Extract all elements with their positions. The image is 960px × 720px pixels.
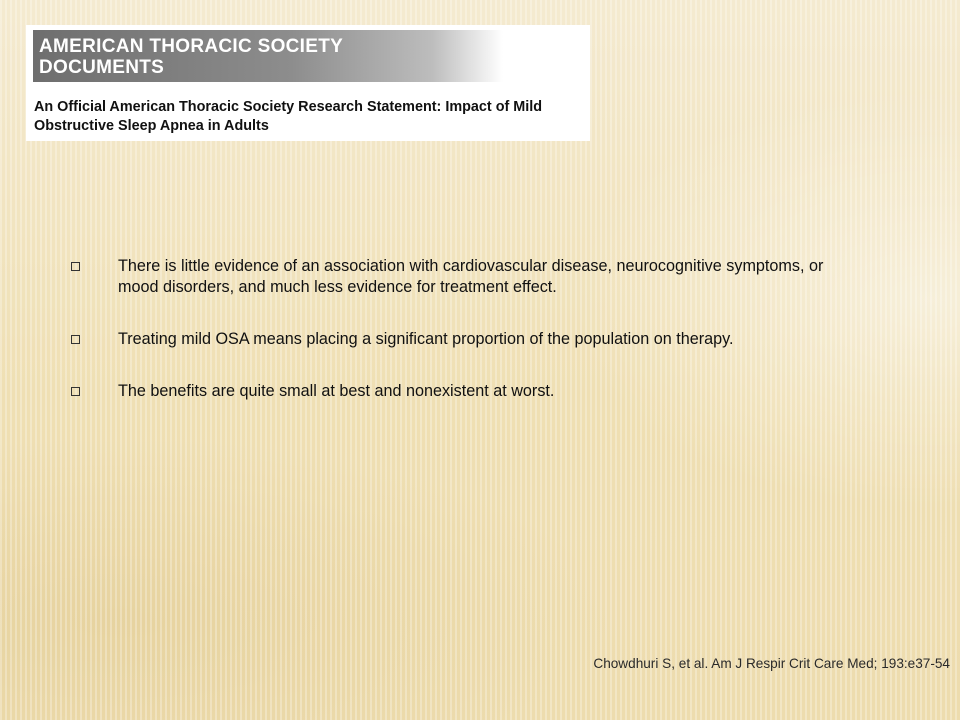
bullet-text: The benefits are quite small at best and nonexistent at worst. (118, 382, 555, 400)
statement-title: An Official American Thoracic Society Research Statement: Impact of Mild Obstructive Sleep Apnea in Adults (34, 99, 543, 134)
society-banner (33, 30, 503, 82)
banner-title-line-2: DOCUMENTS (39, 57, 165, 78)
bullet-item (70, 329, 850, 350)
hollow-square-bullet-icon (71, 262, 80, 271)
bullet-list (70, 256, 850, 402)
hollow-square-bullet-icon (71, 335, 80, 344)
bullet-text: Treating mild OSA means placing a significant proportion of the population on therapy. (118, 330, 734, 348)
hollow-square-bullet-icon (71, 387, 80, 396)
journal-header-image (26, 25, 590, 141)
bullet-item (70, 256, 850, 298)
banner-title-line-1: AMERICAN THORACIC SOCIETY (39, 36, 344, 57)
bullet-text: There is little evidence of an association with cardiovascular disease, neurocognitive symptoms, or mood disorders, and much less evidence for treatment effect. (118, 257, 824, 296)
bullet-item (70, 381, 850, 402)
citation: Chowdhuri S, et al. Am J Respir Crit Care Med; 193:e37-54 (593, 656, 950, 671)
